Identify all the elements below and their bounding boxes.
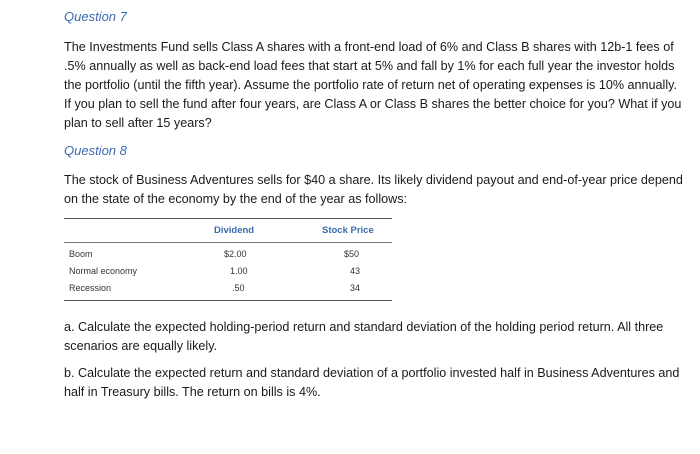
table-bottom-rule [64, 300, 392, 301]
row-price-recession: 34 [350, 283, 361, 293]
row-state-recession: Recession [69, 283, 112, 293]
row-dividend-normal: 1.00 [230, 266, 248, 276]
row-price-boom: $50 [344, 249, 360, 259]
question-7-heading: Question 7 [64, 9, 127, 24]
question-8-part-a: a. Calculate the expected holding-period return and standard deviation of the holding period return. All three scenarios are equally likely. [64, 320, 664, 353]
question-7-body: The Investments Fund sells Class A shares with a front-end load of 6% and Class B shares with 12b-1 fees of .5% annually as well as back-end load fees that start at 5% and fall by 1% for each full year the investor holds the portfolio (until the fifth year). Assume the portfolio rate of return net of operating expenses is 10% annually. If you plan to sell the fund after four years, are Class A or Class B shares the better choice for you? What if you plan to sell after 15 years? [64, 40, 682, 130]
table-top-rule [64, 218, 392, 219]
question-8-intro: The stock of Business Adventures sells for $40 a share. Its likely dividend payout and end-of-year price depend on the state of the economy by the end of the year as follows: [64, 173, 683, 206]
dividend-header: Dividend [214, 225, 255, 236]
scenario-table [64, 218, 392, 303]
question-8-part-b: b. Calculate the expected return and standard deviation of a portfolio invested half in Business Adventures and half in Treasury bills. The return on bills is 4%. [64, 366, 680, 399]
table-header-rule [64, 242, 392, 243]
row-state-normal: Normal economy [69, 266, 138, 276]
stock-price-header: Stock Price [322, 225, 374, 236]
row-dividend-boom: $2.00 [224, 249, 247, 259]
question-8-heading: Question 8 [64, 143, 127, 158]
row-dividend-recession: .50 [232, 283, 245, 293]
row-price-normal: 43 [350, 266, 361, 276]
row-state-boom: Boom [69, 249, 93, 259]
